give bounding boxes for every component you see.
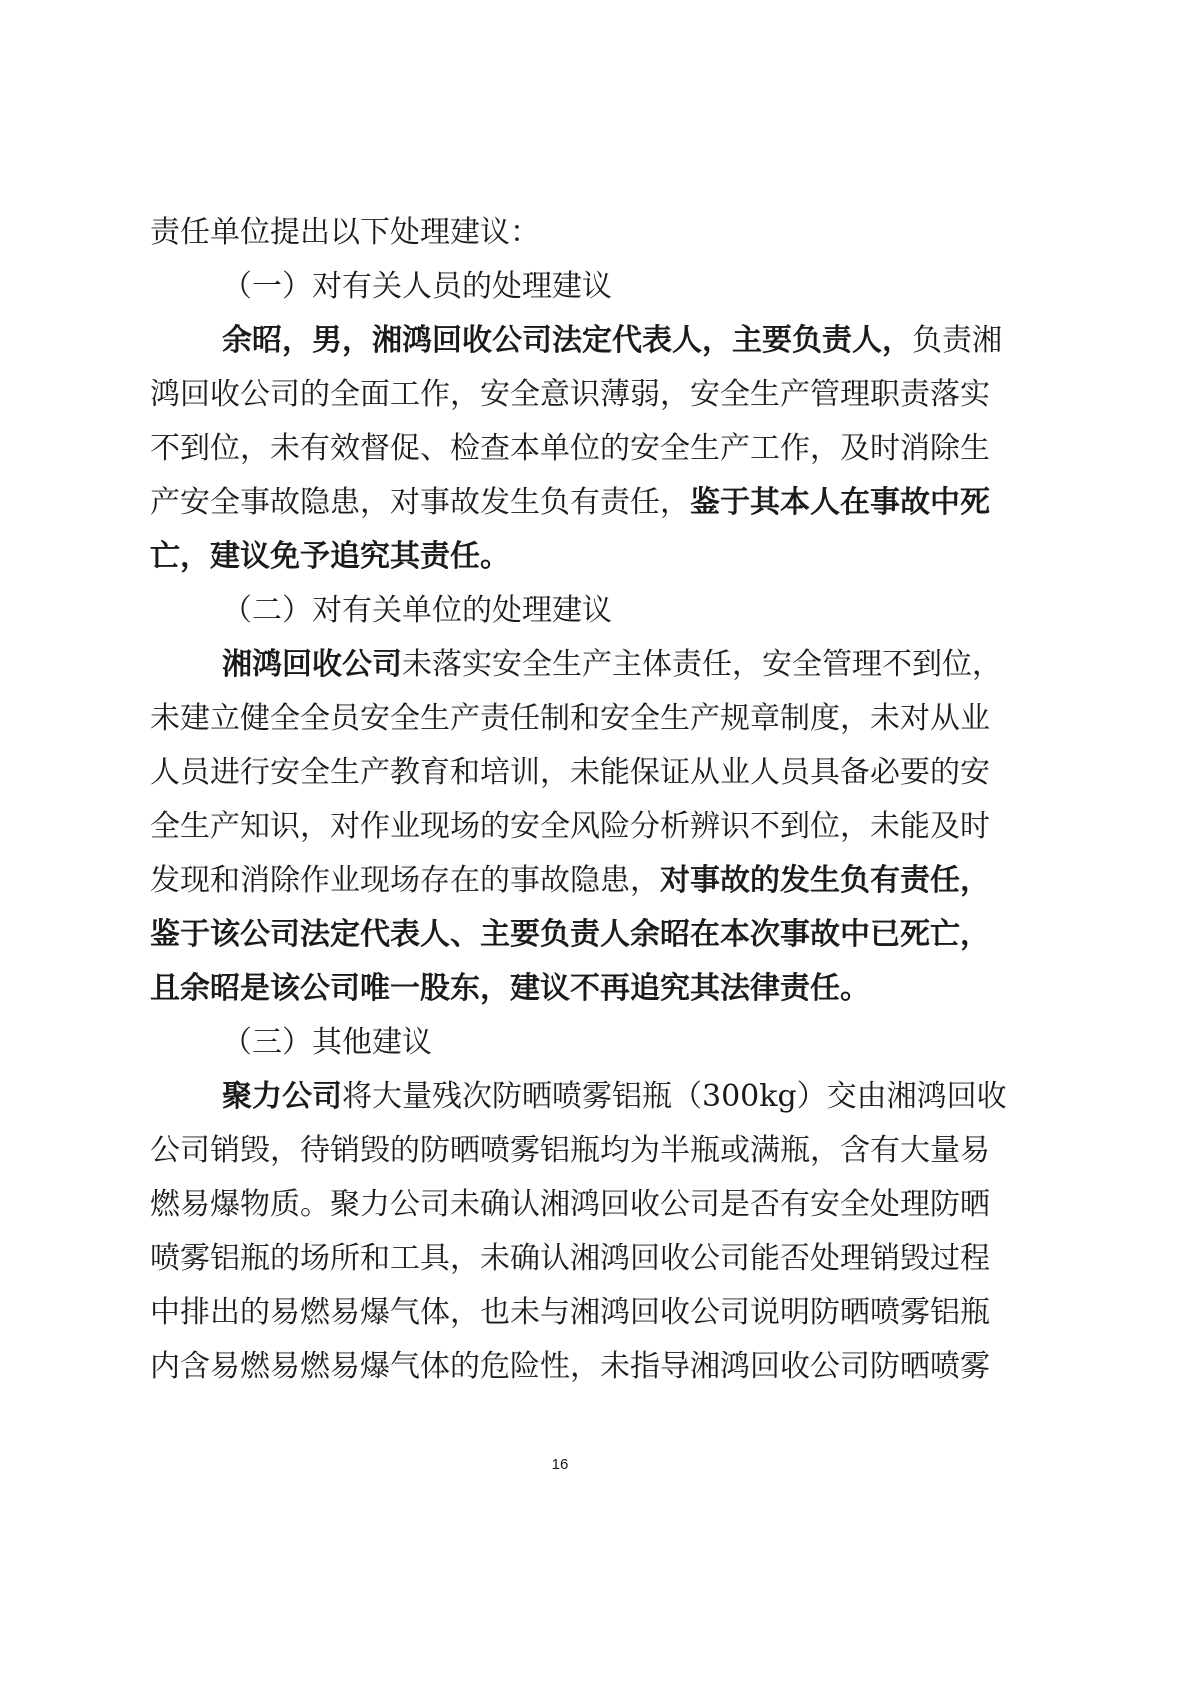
paragraph-line	[150, 1286, 990, 1340]
paragraph-line	[150, 692, 990, 746]
bold-text: 对事故的发生负有责任，	[660, 863, 990, 898]
paragraph-line	[150, 1070, 1007, 1124]
page-number: 16	[551, 1456, 569, 1473]
paragraph-line	[150, 1232, 990, 1286]
text: 内含易燃易燃易爆气体的危险性，未指导湘鸿回收公司防晒喷雾	[150, 1349, 990, 1384]
paragraph-line	[150, 1124, 990, 1178]
text: 未落实安全生产主体责任，安全管理不到位，	[402, 647, 1002, 682]
bold-text: 鉴于该公司法定代表人、主要负责人余昭在本次事故中已死亡，	[150, 917, 990, 952]
paragraph-line	[150, 638, 1002, 692]
bold-text: 且余昭是该公司唯一股东，建议不再追究其法律责任。	[150, 971, 870, 1006]
text: （三）其他建议	[222, 1025, 432, 1060]
document-body	[150, 206, 1007, 1394]
text: 发现和消除作业现场存在的事故隐患，	[150, 863, 660, 898]
text: 公司销毁，待销毁的防晒喷雾铝瓶均为半瓶或满瓶，含有大量易	[150, 1133, 990, 1168]
text: 将大量残次防晒喷雾铝瓶（300kg）交由湘鸿回收	[342, 1079, 1007, 1114]
text: 鸿回收公司的全面工作，安全意识薄弱，安全生产管理职责落实	[150, 377, 990, 412]
paragraph-line	[150, 908, 990, 962]
text: 未建立健全全员安全生产责任制和安全生产规章制度，未对从业	[150, 701, 990, 736]
paragraph-line	[150, 206, 970, 260]
text: 中排出的易燃易爆气体，也未与湘鸿回收公司说明防晒喷雾铝瓶	[150, 1295, 990, 1330]
paragraph-line	[150, 854, 990, 908]
paragraph-line	[150, 530, 970, 584]
text: 喷雾铝瓶的场所和工具，未确认湘鸿回收公司能否处理销毁过程	[150, 1241, 990, 1276]
text: 燃易爆物质。聚力公司未确认湘鸿回收公司是否有安全处理防晒	[150, 1187, 990, 1222]
section-heading	[150, 1016, 970, 1070]
paragraph-line	[150, 1178, 990, 1232]
paragraph-line	[150, 746, 990, 800]
text: 不到位，未有效督促、检查本单位的安全生产工作，及时消除生	[150, 431, 990, 466]
paragraph-line	[150, 476, 990, 530]
paragraph-line	[150, 368, 990, 422]
bold-text: 聚力公司	[222, 1079, 342, 1114]
paragraph-line	[150, 422, 990, 476]
paragraph-line	[150, 800, 990, 854]
bold-text: 湘鸿回收公司	[222, 647, 402, 682]
paragraph-line	[150, 962, 970, 1016]
bold-text: 亡，建议免予追究其责任。	[150, 539, 510, 574]
text: 负责湘	[912, 323, 1002, 358]
text: 责任单位提出以下处理建议：	[150, 215, 540, 250]
text: （二）对有关单位的处理建议	[222, 593, 612, 628]
section-heading	[150, 584, 970, 638]
text: 人员进行安全生产教育和培训，未能保证从业人员具备必要的安	[150, 755, 990, 790]
paragraph-line	[150, 1340, 990, 1394]
section-heading	[150, 260, 970, 314]
paragraph-line	[150, 314, 1002, 368]
bold-text: 鉴于其本人在事故中死	[690, 485, 990, 520]
text: （一）对有关人员的处理建议	[222, 269, 612, 304]
bold-text: 余昭，男，湘鸿回收公司法定代表人，主要负责人，	[222, 323, 912, 358]
text: 全生产知识，对作业现场的安全风险分析辨识不到位，未能及时	[150, 809, 990, 844]
text: 产安全事故隐患，对事故发生负有责任，	[150, 485, 690, 520]
